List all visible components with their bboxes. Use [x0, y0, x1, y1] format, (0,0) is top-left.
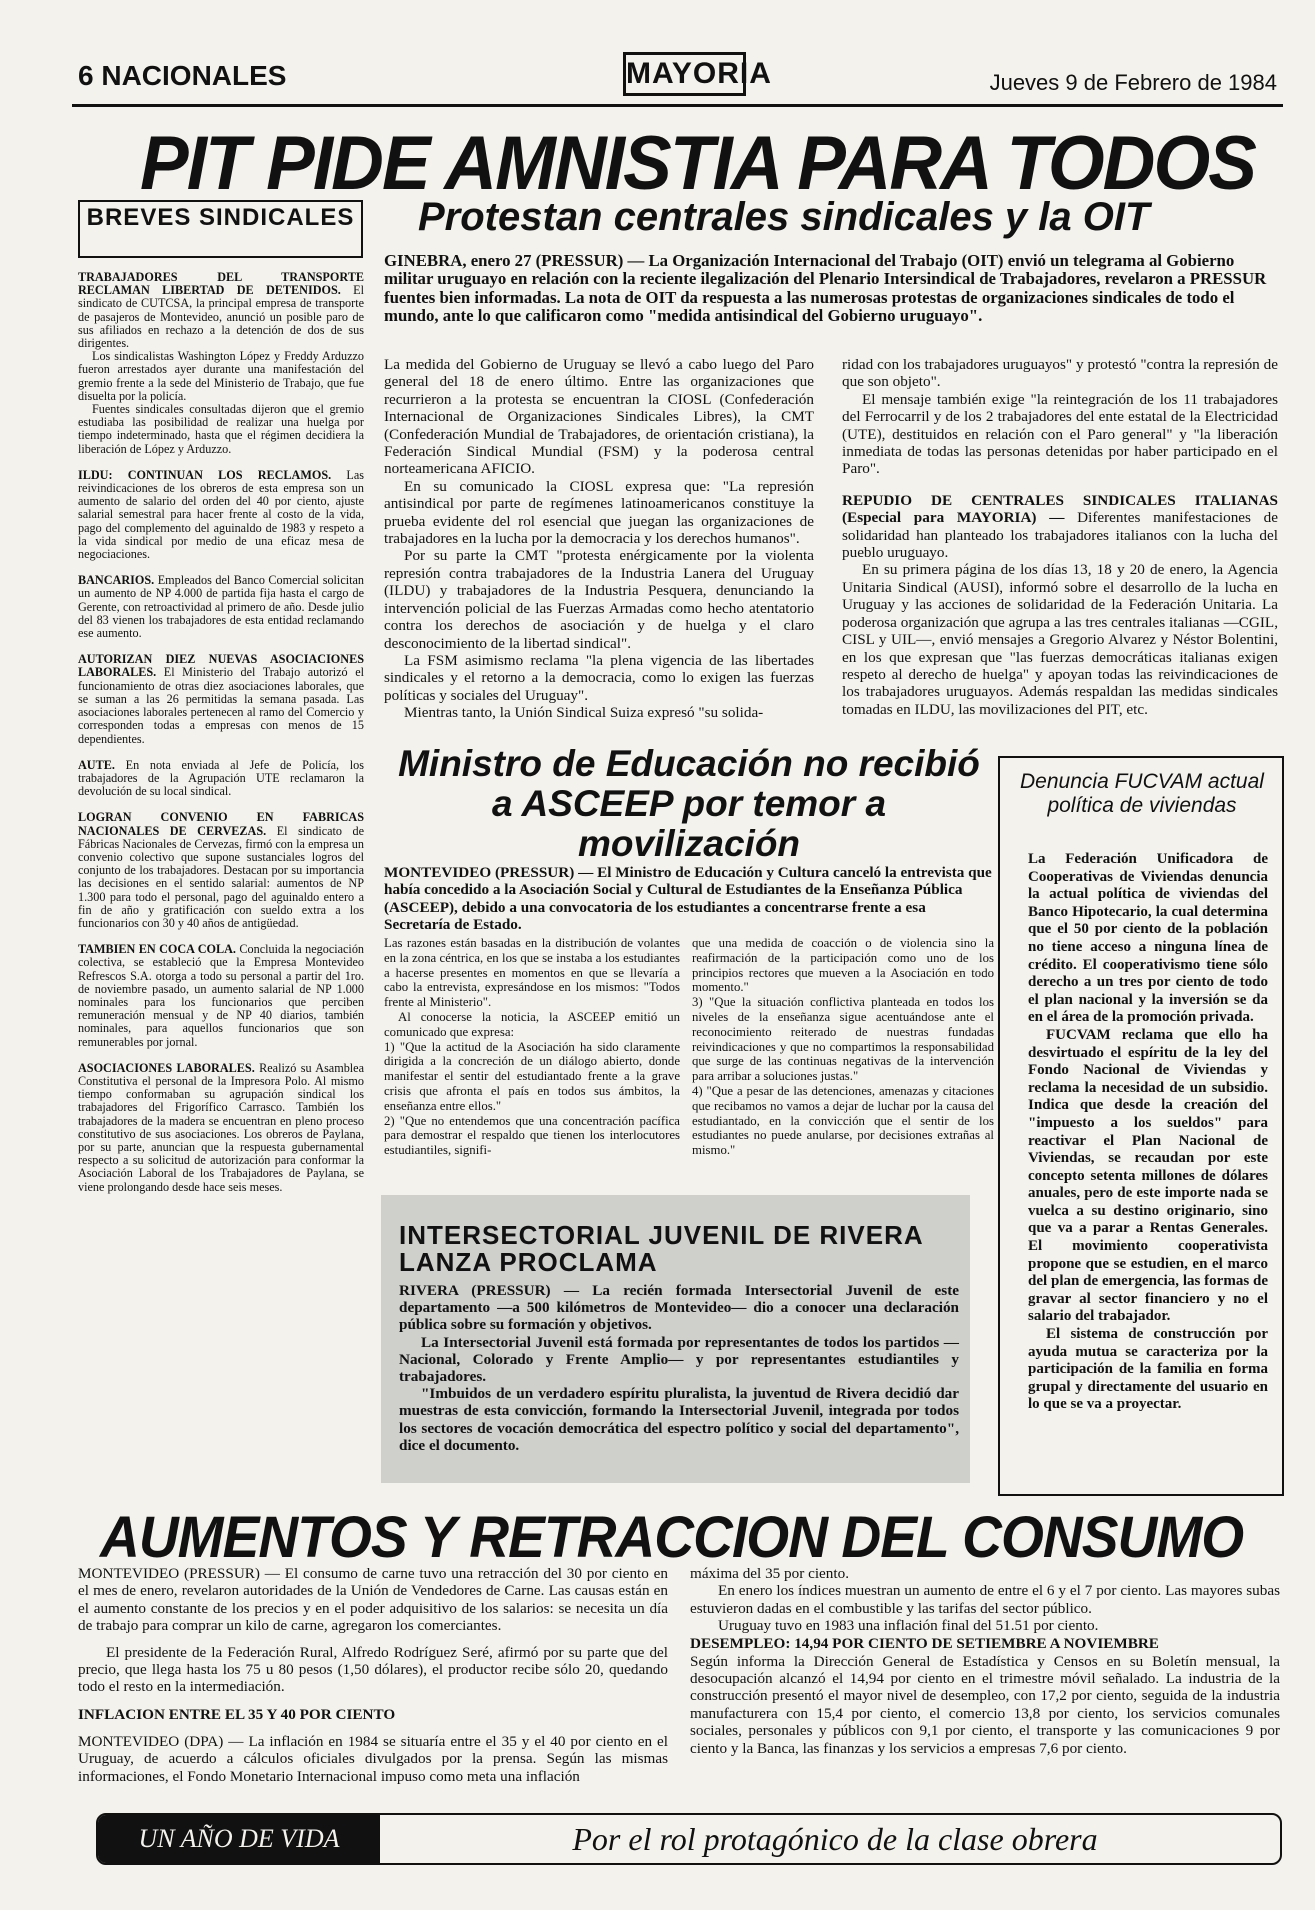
breve-item [78, 811, 364, 930]
breve-text: Concluida la negociación colectiva, se estableció que la Empresa Montevideo Refrescos S.A. otorga a todo su personal a partir del 1ro. de noviembre pasado, un aumento salarial de NP 1.000 nominales para los funcionarios que perciben remuneración mensual y de NP 40 diarios, también nominales, para aquellos funcionarios que son remunerables por jornal. [78, 942, 365, 1049]
breve-heading: TAMBIEN EN COCA COLA. [78, 942, 236, 957]
breve-text: El sindicato de Fábricas Nacionales de Cervezas, firmó con la empresa un convenio colectivo que supone sustanciales logros del conjunto de los trabajadores. Destacan por su importancia las decisiones en el sentido salarial: aumentos de NP 1.300 para todo el personal, pago del aguinaldo entero a fin de año y gratificación con sueldo extra a los funcionarios con 30 y 40 años de antigüedad. [78, 823, 365, 930]
breve-item [78, 653, 364, 745]
footer-slogan: Por el rol protagónico de la clase obrera [572, 1821, 1098, 1857]
educacion-paragraph: Al conocerse la noticia, la ASCEEP emitió un comunicado que expresa: [384, 1009, 680, 1039]
page-section-label: 6 NACIONALES [78, 60, 287, 91]
oit-paragraph: El mensaje también exige "la reintegración de los 11 trabajadores del Ferrocarril y de los 2 trabajadores del ente estatal de la Electricidad (UTE), destituidos en relación con el Paro general" y "la liberación inmediata de todas las personas detenidas por haber participado en el Paro". [842, 390, 1278, 478]
consumo-paragraph: Uruguay tuvo en 1983 una inflación final del 51.51 por ciento. [718, 1617, 1099, 1635]
fucvam-body [1028, 851, 1268, 1414]
consumo-paragraph: máxima del 35 por ciento. [690, 1565, 850, 1582]
educacion-paragraph: 2) "Que no entendemos que una concentración pacífica para demostrar el respaldo que tienen los interlocutores estudiantiles, signifi- [384, 1113, 680, 1158]
breve-item [78, 574, 364, 640]
breve-item [78, 271, 364, 350]
oit-subheadline: Protestan centrales sindicales y la OIT [418, 195, 1150, 239]
breve-text: Realizó su Asamblea Constitutiva el personal de la Impresora Polo. Al mismo tiempo conformaban su agrupación sindical los trabajadores del Frigorífico Carrasco. También los trabajadores de la madera se encuentran en pleno proceso constitutivo de sus asociaciones. Los obreros de Paylana, por su parte, anuncian que la respuesta gubernamental respecto a su solicitud de autorización para conformar la Asociación Laboral de los Trabajadores de Paylana, se viene prolongando desde hace seis meses. [78, 1060, 364, 1194]
breve-text: El sindicato de CUTCSA, la principal empresa de transporte de pasajeros de Montevideo, anunció un posible paro de sus afiliados en rechazo a la detención de dos de sus dirigentes. [78, 283, 364, 351]
oit-column-b [842, 356, 1278, 718]
oit-paragraph: La medida del Gobierno de Uruguay se llevó a cabo luego del Paro general del 18 de enero último. Entre las organizaciones que recurrieron a la protesta se encuentran la CIOSL (Confederación Internacional de Organizaciones Sindicales Libres), la CMT (Confederación Mundial de Trabajadores, de orientación cristiana), la Federación Sindical Mundial (FSM) y la poderosa central norteamericana AFICIO. [384, 356, 814, 478]
footer-tag: UN AÑO DE VIDA [98, 1815, 380, 1863]
breve-heading: ASOCIACIONES LABORALES. [78, 1060, 255, 1075]
breve-text: El Ministerio del Trabajo autorizó el funcionamiento de otras diez asociaciones laborales, que se suman a las 26 permitidas la semana pasada. Las asociaciones laborales pertenecen al ramo del Comercio y corresponden todas a empresas con menos de 15 dependientes. [78, 665, 364, 746]
breve-heading: TRABAJADORES DEL TRANSPORTE RECLAMAN LIBERTAD DE DETENIDOS. [78, 270, 364, 298]
breve-item [78, 350, 364, 403]
breve-text: Empleados del Banco Comercial solicitan un aumento de NP 4.000 de partida fija hasta el cargo de Gerente, con retroactividad al primero de año. Desde julio del 83 vienen los trabajadores de esta entidad reclamando ese aumento. [78, 573, 364, 641]
breve-heading: AUTORIZAN DIEZ NUEVAS ASOCIACIONES LABORALES. [78, 652, 364, 680]
breve-item [78, 403, 364, 456]
italianas-heading: REPUDIO DE CENTRALES SINDICALES ITALIANAS (Especial para MAYORIA) — [842, 491, 1278, 527]
educacion-headline: Ministro de Educación no recibió a ASCEEP por temor a movilización [398, 743, 980, 864]
breves-title-box: BREVES SINDICALES [78, 200, 363, 258]
inflacion-heading: INFLACION ENTRE EL 35 Y 40 POR CIENTO [78, 1705, 396, 1723]
breve-item [78, 469, 364, 561]
consumo-paragraph: El presidente de la Federación Rural, Alfredo Rodríguez Seré, afirmó por su parte que del precio, que llega hasta los 75 u 80 pesos (1,50 dólares), el productor recibe sólo 20, quedando todo el resto en la intermediación. [78, 1643, 668, 1696]
breve-heading: LOGRAN CONVENIO EN FABRICAS NACIONALES DE CERVEZAS. [78, 810, 364, 838]
oit-lead: GINEBRA, enero 27 (PRESSUR) — La Organización Internacional del Trabajo (OIT) envió un telegrama al Gobierno militar uruguayo en relación con la reciente ilegalización del Plenario Intersindical de Trabajadores, revelaron a PRESSUR fuentes bien informadas. La nota de OIT da respuesta a las numerosas protestas de organizaciones sindicales de todo el mundo, ante lo que calificaron como "medida antisindical del Gobierno uruguayo". [384, 251, 1267, 325]
rivera-paragraph: "Imbuidos de un verdadero espíritu pluralista, la juventud de Rivera decidió dar muestras de esta convicción, formando la Intersectorial Juvenil, integrada por todos los sectores de vocación democrática del espectro político y social del departamento", dice el documento. [399, 1385, 959, 1454]
oit-paragraph: La FSM asimismo reclama "la plena vigencia de las libertades sindicales y el retorno a la democracia, como lo exigen las fuerzas políticas y sociales del Uruguay". [384, 651, 814, 704]
italianas-body: En su primera página de los días 13, 18 y 20 de enero, la Agencia Unitaria Sindical (AUSI), informó sobre el desarrollo de la lucha en Uruguay y las acciones de solidaridad de la Federación Unitaria. La poderosa organización que agrupa a las tres centrales italianas —CGIL, CISL y UIL—, envió mensajes a Gregorio Alvarez y Néstor Bolentini, en los que expresan que "las fuerzas democráticas italianas exigen respeto al derecho de huelga" y apoyan todas las reivindicaciones de los trabajadores uruguayos. Además respaldan las medidas sindicales tomadas en ILDU, las movilizaciones del PIT, etc. [842, 561, 1278, 718]
educacion-paragraph: que una medida de coacción o de violencia sino la reafirmación de la participación como uno de los principios rectores que mueven a la Asociación en todo momento." [692, 936, 994, 995]
educacion-paragraph: Las razones están basadas en la distribución de volantes en la zona céntrica, en los que se instaba a los estudiantes a hacerse presentes en momentos en que se llevaría a cabo la entrevista, expresándose en los mismos: "Todos frente al Ministerio". [384, 936, 680, 1010]
oit-paragraph: Mientras tanto, la Unión Sindical Suiza expresó "su solida- [404, 704, 764, 722]
italianas-lead: Diferentes manifestaciones de solidaridad han planteado los trabajadores italianos con la lucha del pueblo uruguayo. [842, 509, 1279, 562]
breve-text: Los sindicalistas Washington López y Freddy Arduzzo fueron arrestados ayer durante una manifestación del gremio frente a la sede del Ministerio de Trabajo, que fue disuelta por la policía. [78, 349, 364, 403]
breve-item [78, 1062, 364, 1194]
consumo-column-b [690, 1565, 1280, 1757]
rivera-paragraph: RIVERA (PRESSUR) — La recién formada Intersectorial Juvenil de este departamento —a 500 kilómetros de Montevideo— dio a conocer una declaración pública sobre su formación y objetivos. [399, 1282, 959, 1334]
issue-date: Jueves 9 de Febrero de 1984 [989, 70, 1277, 95]
breves-column [78, 271, 364, 1194]
breve-text: Fuentes sindicales consultadas dijeron que el gremio estudiaba las posibilidad de realizar una huelga por tiempo indeterminado, hasta que el régimen decidiera la liberación de López y Arduzzo. [78, 402, 364, 456]
breve-text: Las reivindicaciones de los obreros de esta empresa son un aumento de salario del orden del 40 por ciento, ajuste salarial semestral para hacer frente al costo de la vida, pago del complemento del aguinaldo de 1983 y respeto a la vida sindical por medio de una eficaz mesa de negociaciones. [78, 467, 364, 562]
educacion-lead: MONTEVIDEO (PRESSUR) — El Ministro de Educación y Cultura canceló la entrevista que había concedido a la Asociación Social y Cultural de Estudiantes de la Enseñanza Pública (ASCEEP), debido a una convocatoria de los estudiantes a concentrarse frente a esa Secretaría de Estado. [384, 864, 992, 934]
educacion-paragraph: 4) "Que a pesar de las detenciones, amenazas y citaciones que recibamos no vamos a dejar de luchar por la causa del estudiantado, en la convicción que el sentir de los estudiantes no puede anularse, por decisiones extrañas al mismo." [692, 1083, 994, 1158]
consumo-headline: AUMENTOS Y RETRACCION DEL CONSUMO [100, 1505, 1244, 1570]
educacion-paragraph: 3) "Que la situación conflictiva planteada en todos los niveles de la enseñanza sigue acentuándose ante el reconocimiento reiterado de nuestras fundadas reivindicaciones y que no compartimos la responsabilidad que surge de las continuas negativas de la intervención para arribar a soluciones justas." [692, 995, 994, 1084]
consumo-paragraph: MONTEVIDEO (PRESSUR) — El consumo de carne tuvo una retracción del 30 por ciento en el mes de enero, revelaron autoridades de la Unión de Vendedores de Carne. Las causas están en el aumento constante de los precios y en el poder adquisitivo de los salarios: se necesita un día de trabajo para comprar un kilo de carne, agregaron los comerciantes. [78, 1565, 668, 1635]
header-rule [72, 104, 1283, 107]
oit-paragraph: ridad con los trabajadores uruguayos" y protestó "contra la represión de que son objeto". [842, 356, 1278, 391]
rivera-body [399, 1282, 959, 1454]
rivera-paragraph: La Intersectorial Juvenil está formada por representantes de todos los partidos —Nacional, Colorado y Frente Amplio— y por representantes estudiantiles y trabajadores. [399, 1333, 959, 1386]
desempleo-paragraph: Según informa la Dirección General de Estadística y Censos en su Boletín mensual, la desocupación alcanzó el 14,94 por ciento en el trimestre móvil señalado. La industria de la construcción presentó el mayor nivel de desempleo, con 17,2 por ciento, seguida de la industria manufacturera con 15,4 por ciento, el comercio 13,8 por ciento, los servicios comunales sociales, personales y públicos con 9,1 por ciento, el transporte y las comunicaciones 9 por ciento y la Banca, las finanzas y los servicios a empresas 7,6 por ciento. [690, 1652, 1280, 1757]
inflacion-paragraph: MONTEVIDEO (DPA) — La inflación en 1984 se situaría entre el 35 y el 40 por ciento en el Uruguay, de acuerdo a cálculos oficiales divulgados por la prensa. Según las mismas informaciones, el Fondo Monetario Internacional impuso como meta una inflación [78, 1732, 668, 1785]
main-headline: PIT PIDE AMNISTIA PARA TODOS [140, 121, 1256, 206]
educacion-paragraph: 1) "Que la actitud de la Asociación ha sido claramente dirigida a la concreción de un diálogo abierto, donde manifestar el sentir del estudiantado frente a la grave crisis que afronta el país en todos sus ámbitos, la enseñanza entre ellos." [384, 1039, 680, 1113]
breve-heading: ILDU: CONTINUAN LOS RECLAMOS. [78, 467, 332, 482]
breve-heading: BANCARIOS. [78, 573, 155, 588]
fucvam-paragraph: El sistema de construcción por ayuda mutua se caracteriza por la participación de la familia en forma grupal y directamente del usuario en lo que se va a proyectar. [1028, 1326, 1268, 1413]
educacion-column-b [692, 936, 994, 1158]
desempleo-heading: DESEMPLEO: 14,94 POR CIENTO DE SETIEMBRE A NOVIEMBRE [690, 1634, 1159, 1652]
fucvam-paragraph: FUCVAM reclama que ello ha desvirtuado el espíritu de la ley del Fondo Nacional de Viviendas y reclama la necesidad de un subsidio. Indica que desde la creación del "impuesto a los sueldos" para reactivar el Plan Nacional de Viviendas, se recaudan por este concepto setenta millones de dólares anuales, pero de este importe nada se vuelca a su destino originario, sino que va a parar a Rentas Generales. El movimiento cooperativista propone que se estudien, en el marco del plan de emergencia, las formas de gravar al sector financiero y no el salario del trabajador. [1028, 1026, 1268, 1325]
oit-column-a [384, 356, 814, 722]
rivera-headline: INTERSECTORIAL JUVENIL DE RIVERA LANZA PROCLAMA [399, 1220, 923, 1277]
educacion-column-a [384, 936, 680, 1158]
breve-text: En nota enviada al Jefe de Policía, los trabajadores de la Agrupación UTE reclamaron la devolución de su local sindical. [78, 757, 364, 799]
breve-heading: AUTE. [78, 757, 115, 772]
fucvam-paragraph: La Federación Unificadora de Cooperativas de Viviendas denuncia la actual política de viviendas del Banco Hipotecario, la cual determina que el 50 por ciento de la población no tiene acceso a ninguna línea de crédito. El cooperativismo tiene sólo derecho a un tres por ciento de todo el plan nacional y la inversión se da en el área de la promoción privada. [1028, 851, 1268, 1026]
oit-paragraph: En su comunicado la CIOSL expresa que: "La represión antisindical por parte de regímenes latinoamericanos constituye la prueba evidente del rol esencial que juegan las organizaciones de trabajadores en la lucha por la democracia y los derechos humanos". [384, 477, 814, 548]
breve-item [78, 759, 364, 799]
fucvam-headline: Denuncia FUCVAM actual política de viviendas [1020, 770, 1264, 817]
consumo-paragraph: En enero los índices muestran un aumento de entre el 6 y el 7 por ciento. Las mayores subas estuvieron dadas en el combustible y las tarifas del sector público. [690, 1582, 1280, 1617]
consumo-column-a [78, 1565, 668, 1785]
oit-paragraph: Por su parte la CMT "protesta enérgicamente por la violenta represión contra trabajadores de la Industria Lanera del Uruguay (ILDU) y trabajadores de la Industria Pesquera, denunciando la intervención policial de las Fuerzas Armadas como hecho atentatorio contra los derechos de asociación y de huelga y el claro desconocimiento de la libertad sindical". [384, 547, 814, 652]
newspaper-logo: MAYORIA [623, 52, 746, 96]
breve-item [78, 943, 364, 1049]
